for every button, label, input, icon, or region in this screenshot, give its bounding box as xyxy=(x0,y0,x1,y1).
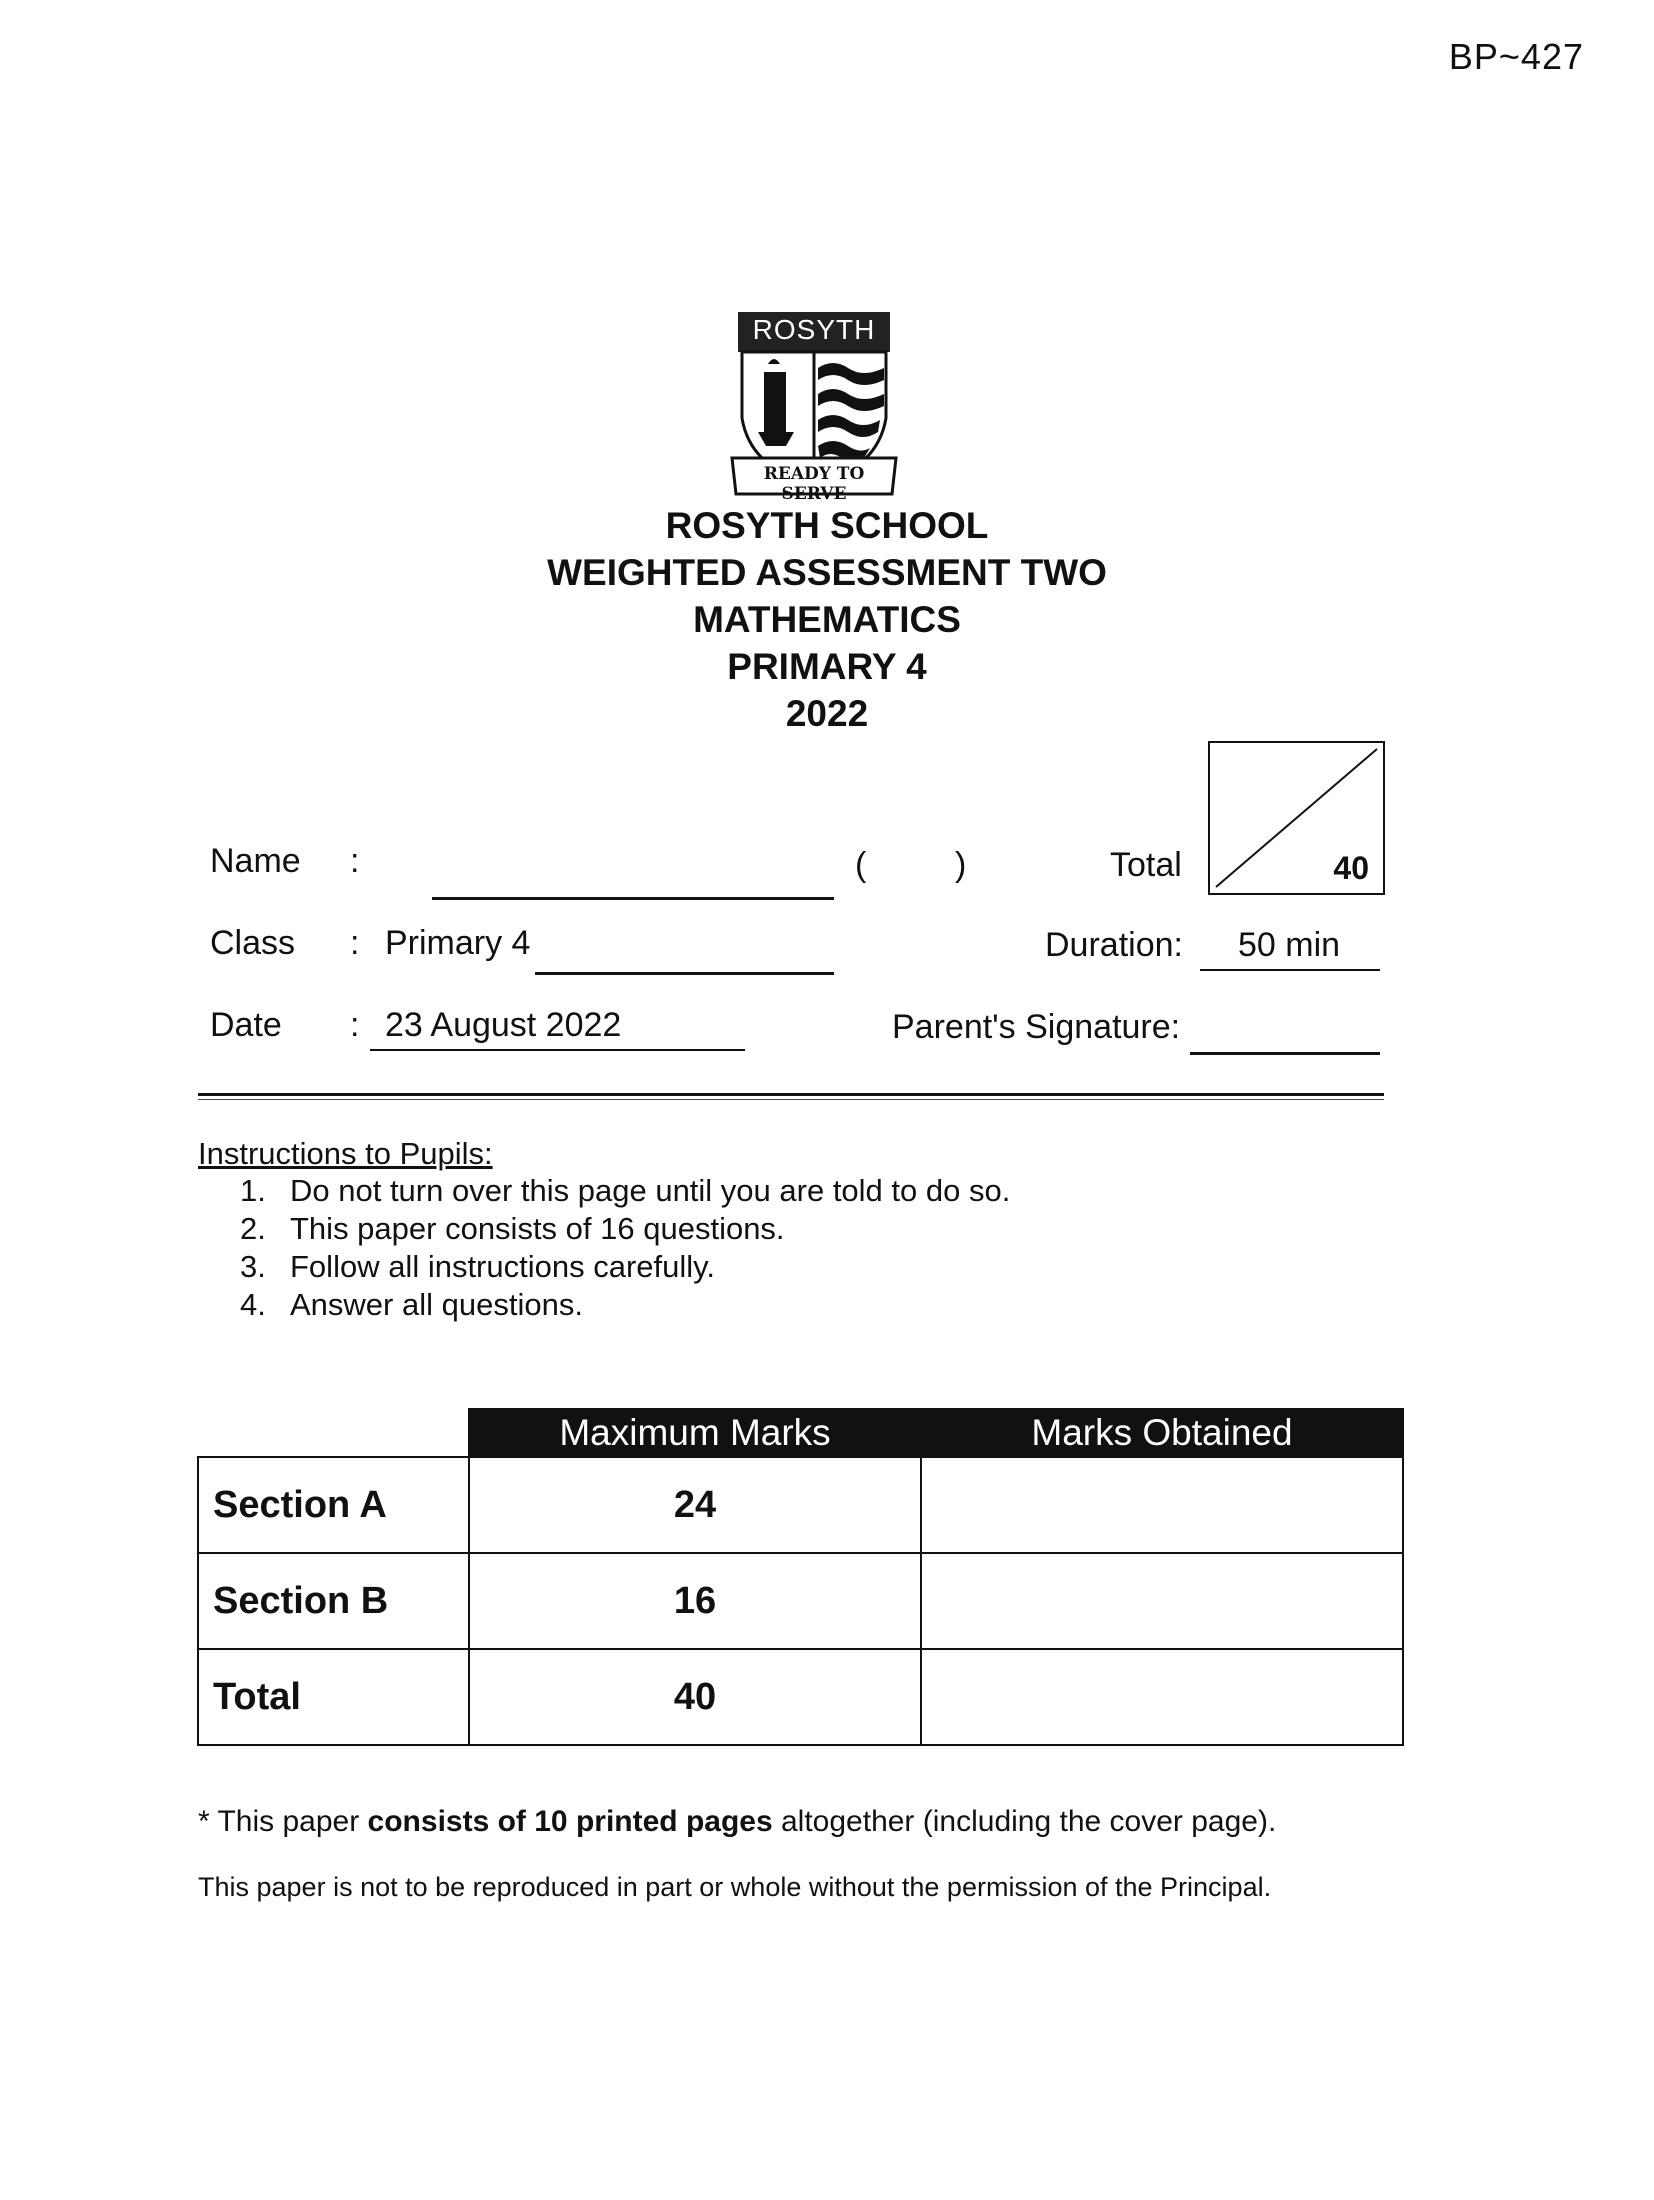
document-code: BP~427 xyxy=(1448,36,1584,77)
header-divider xyxy=(198,1093,1384,1096)
class-colon: : xyxy=(350,924,360,962)
date-value: 23 August 2022 xyxy=(385,1006,622,1044)
total-score-value: 40 xyxy=(1333,850,1369,886)
duration-underline xyxy=(1200,969,1380,971)
index-close-paren: ) xyxy=(955,846,967,884)
parent-signature-field[interactable] xyxy=(1190,1052,1380,1055)
page-count-note: * This paper consists of 10 printed pages altogether (including the cover page). xyxy=(198,1805,1277,1838)
name-label: Name xyxy=(210,842,301,880)
header-blank-cell xyxy=(198,1409,469,1457)
table-header-row xyxy=(198,1409,1403,1457)
date-underline xyxy=(370,1049,745,1051)
table-row xyxy=(198,1457,1403,1553)
instructions-title: Instructions to Pupils: xyxy=(198,1136,493,1171)
level-title: PRIMARY 4 xyxy=(727,646,927,687)
marks-obtained-field[interactable] xyxy=(921,1457,1403,1553)
section-name: Section B xyxy=(198,1553,469,1649)
copyright-note: This paper is not to be reproduced in part or whole without the permission of the Principal. xyxy=(198,1872,1272,1902)
subject-title: MATHEMATICS xyxy=(693,599,961,640)
max-marks: 16 xyxy=(469,1553,921,1649)
year-title: 2022 xyxy=(785,693,869,734)
index-open-paren: ( xyxy=(855,846,867,884)
marks-obtained-field[interactable] xyxy=(921,1649,1403,1745)
crest-motto: READY TO SERVE xyxy=(763,464,865,504)
marks-obtained-field[interactable] xyxy=(921,1553,1403,1649)
total-label: Total xyxy=(1110,846,1182,884)
school-crest-logo xyxy=(728,308,900,504)
crest-banner-text: ROSYTH xyxy=(752,314,876,345)
date-label: Date xyxy=(210,1006,282,1044)
date-colon: : xyxy=(350,1006,360,1044)
header-divider-thin xyxy=(198,1099,1384,1100)
header-marks-obtained: Marks Obtained xyxy=(921,1409,1403,1457)
class-label: Class xyxy=(210,924,296,962)
max-marks: 40 xyxy=(469,1649,921,1745)
instruction-item: 1. Do not turn over this page until you are told to do so. xyxy=(240,1173,1011,1208)
name-colon: : xyxy=(350,842,360,880)
section-name: Section A xyxy=(198,1457,469,1553)
class-field[interactable] xyxy=(535,972,834,975)
table-row xyxy=(198,1649,1403,1745)
duration-value: 50 min xyxy=(1238,926,1341,964)
name-field[interactable] xyxy=(432,897,834,900)
marks-table xyxy=(197,1408,1404,1746)
assessment-title: WEIGHTED ASSESSMENT TWO xyxy=(547,552,1107,593)
class-value: Primary 4 xyxy=(385,924,531,962)
header-maximum-marks: Maximum Marks xyxy=(469,1409,921,1457)
signature-label: Parent's Signature: xyxy=(892,1008,1181,1046)
max-marks: 24 xyxy=(469,1457,921,1553)
duration-label: Duration: xyxy=(1045,926,1183,964)
instruction-item: 3. Follow all instructions carefully. xyxy=(240,1249,715,1284)
instruction-item: 2. This paper consists of 16 questions. xyxy=(240,1211,785,1246)
instruction-item: 4. Answer all questions. xyxy=(240,1287,583,1322)
total-score-box xyxy=(1208,741,1385,895)
table-row xyxy=(198,1553,1403,1649)
school-name: ROSYTH SCHOOL xyxy=(665,505,989,546)
instructions-list xyxy=(240,1172,1010,1324)
section-name: Total xyxy=(198,1649,469,1745)
